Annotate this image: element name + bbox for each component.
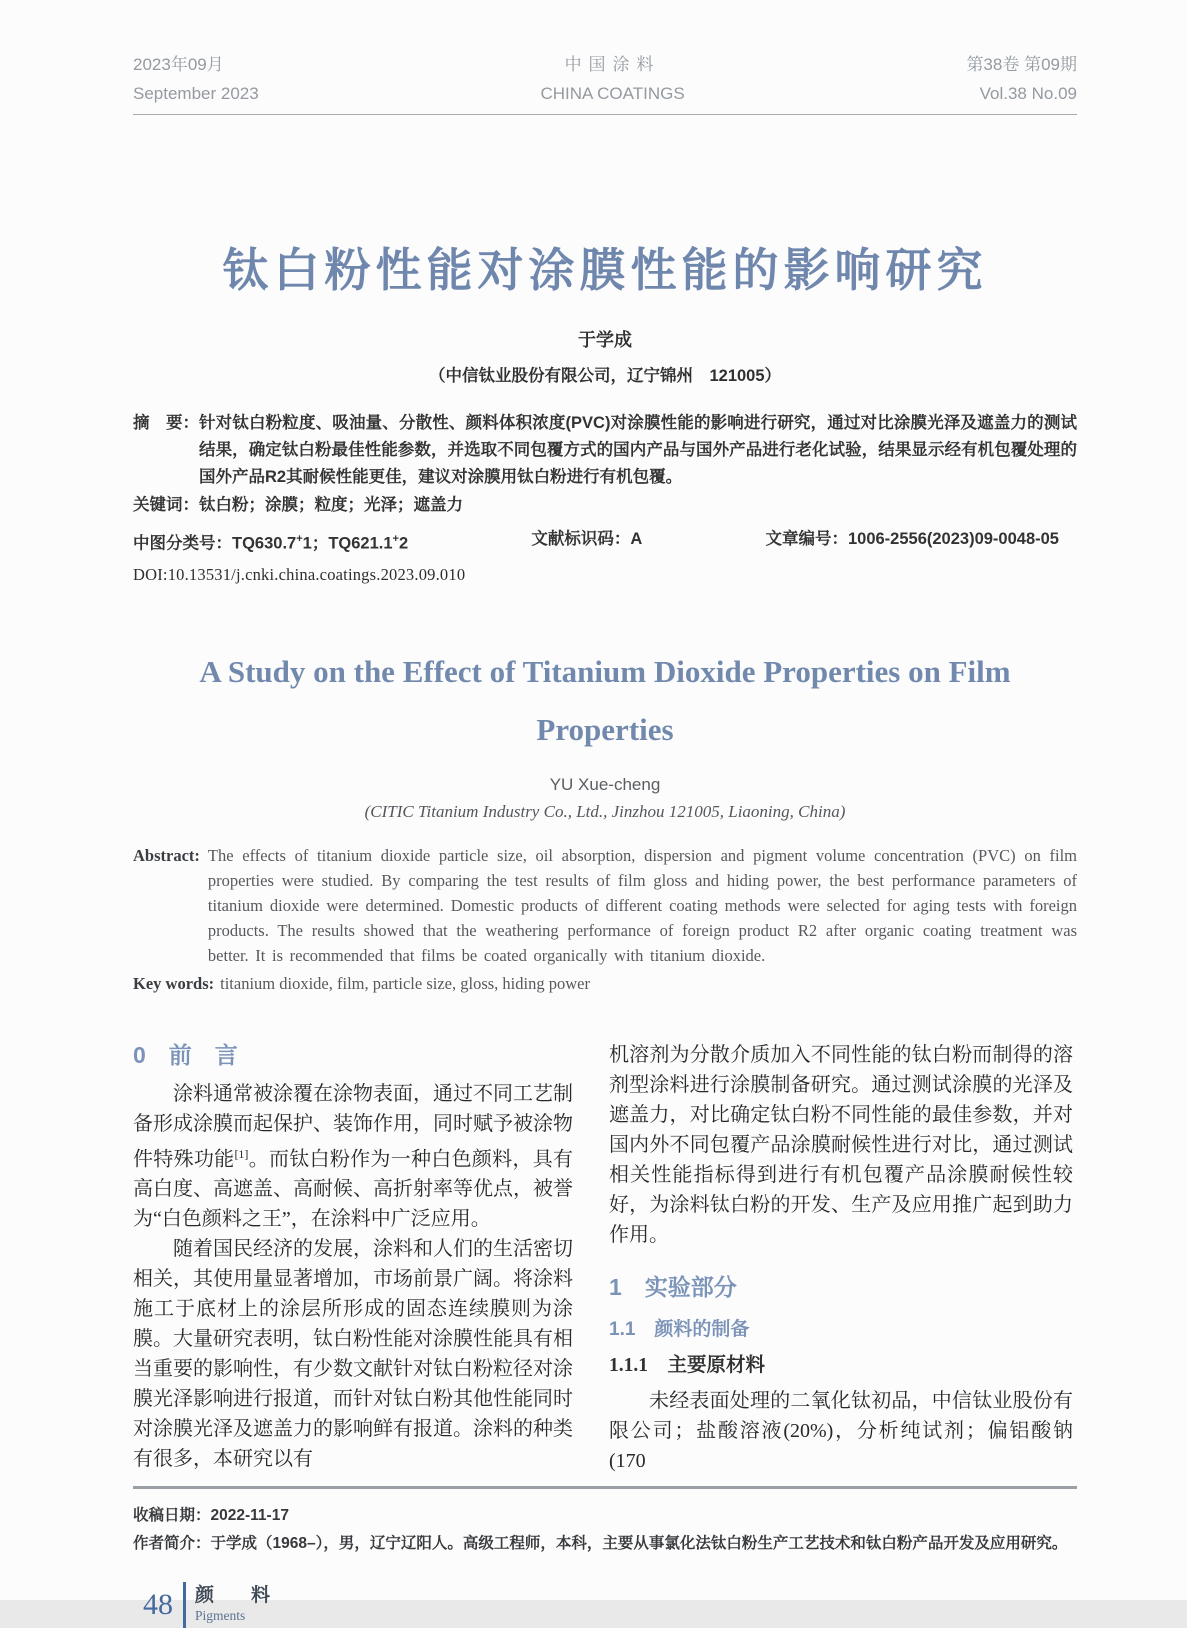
author-en: YU Xue-cheng: [549, 774, 661, 794]
article-title-en: A Study on the Effect of Titanium Dioxide Properties on Film Properties: [199, 653, 1011, 747]
category-en: Pigments: [195, 1607, 246, 1623]
paragraph-intro-1-b: 。而钛白粉作为一种白色颜料，具有高白度、高遮盖、高耐候、高折射率等优点，被誉为“白色颜料之王”，在涂料中广泛应用。: [133, 1148, 574, 1231]
affiliation-cn: （中信钛业股份有限公司，辽宁锦州 121005）: [428, 367, 782, 386]
clc-sup-1: +: [296, 533, 303, 546]
keywords-cn-text: 钛白粉；涂膜；粒度；光泽；遮盖力: [199, 496, 463, 515]
page-footer: [143, 1582, 1077, 1628]
header-date: [133, 50, 259, 108]
paragraph-intro-3: 机溶剂为分散介质加入不同性能的钛白粉而制得的溶剂型涂料进行涂膜制备研究。通过测试涂膜的光泽及遮盖力，对比确定钛白粉不同性能的最佳参数，并对国内外不同包覆产品涂膜耐候性进行对比，通过测试相关性能指标得到进行有机包覆产品涂膜耐候性较好，为涂料钛白粉的开发、生产及应用推广起到助力作用。: [609, 1043, 1073, 1246]
doc-code-label: 文献标识码：: [531, 530, 631, 549]
body-columns: [133, 1040, 1077, 1476]
keywords-cn: [133, 492, 1077, 519]
classification-row: [133, 526, 1077, 557]
section-heading-intro: 0 前 言: [133, 1041, 238, 1068]
article-no-value: 1006-2556(2023)09-0048-05: [847, 530, 1059, 549]
clc-sup-2: +: [392, 533, 399, 546]
subsection-main-materials: 1.1.1 主要原材料: [609, 1354, 766, 1376]
author-bio-label: 作者简介：: [133, 1534, 211, 1552]
author-bio: [133, 1532, 1077, 1556]
paragraph-intro-2: 随着国民经济的发展，涂料和人们的生活密切相关，其使用量显著增加，市场前景广阔。将涂料施工于底材上的涂层所形成的固态连续膜则为涂膜。大量研究表明，钛白粉性能对涂膜性能具有相当重要的影响性，有少数文献针对钛白粉粒径对涂膜光泽影响进行报道，而针对钛白粉其他性能同时对涂膜光泽及遮盖力的影响鲜有报道。涂料的种类有很多，本研究以有: [133, 1238, 573, 1471]
header-rule: [133, 114, 1077, 115]
section-heading-experiment: 1 实验部分: [609, 1273, 737, 1300]
keywords-en-label: Key words:: [133, 973, 215, 993]
abstract-en: [133, 843, 1077, 968]
reference-superscript: [1]: [234, 1146, 249, 1161]
category-cn: 颜 料: [195, 1584, 280, 1606]
abstract-cn: [133, 410, 1077, 491]
abstract-en-text: The effects of titanium dioxide particle size, oil absorption, dispersion and pigment volume concentration (PVC) on film properties were studied. By comparing the test results of film gloss and hiding power, the best performance parameters of titanium dioxide were determined. Domestic products of different coating methods were selected for aging tests with foreign products. The results showed that the weathering performance of foreign product R2 after organic coating treatment was better. It is recommended that films be coated organically with titanium dioxide.: [207, 845, 1077, 965]
doi-line: DOI:10.13531/j.cnki.china.coatings.2023.09.010: [133, 564, 466, 584]
paragraph-intro-1-a: 涂料通常被涂覆在涂物表面，通过不同工艺制备形成涂膜而起保护、装饰作用，同时赋予被涂物件特殊功能: [133, 1082, 573, 1171]
journal-header: [133, 0, 1077, 108]
column-left: [133, 1040, 573, 1476]
header-issue-en: Vol.38 No.09: [979, 84, 1077, 103]
article-title-cn: 钛白粉性能对涂膜性能的影响研究: [222, 244, 988, 296]
doc-code: [531, 526, 642, 557]
received-date-label: 收稿日期：: [133, 1506, 211, 1524]
paragraph-materials: 未经表面处理的二氧化钛初品，中信钛业股份有限公司；盐酸溶液(20%)，分析纯试剂；偏铝酸钠(170: [609, 1389, 1073, 1472]
affiliation-en: (CITIC Titanium Industry Co., Ltd., Jinzhou 121005, Liaoning, China): [364, 801, 846, 821]
header-journal: [540, 50, 684, 108]
header-date-en: September 2023: [133, 84, 259, 103]
author-cn: 于学成: [578, 330, 632, 351]
subsection-pigment-preparation: 1.1 颜料的制备: [609, 1318, 750, 1340]
received-date-value: 2022-11-17: [210, 1506, 289, 1524]
keywords-en-text: titanium dioxide, film, particle size, gloss, hiding power: [220, 973, 590, 993]
keywords-en: [133, 971, 1077, 996]
clc-label: 中图分类号：: [133, 534, 232, 553]
article-no-label: 文章编号：: [765, 530, 848, 549]
article-no: [765, 526, 1059, 557]
keywords-cn-label: 关键词：: [133, 496, 199, 515]
header-date-cn: 2023年09月: [133, 55, 224, 74]
clc-number: [133, 526, 408, 557]
received-date: [133, 1504, 1077, 1528]
footnote-block: [133, 1486, 1077, 1556]
clc-code-a: TQ630.7: [232, 534, 297, 553]
clc-code-b: 1；TQ621.1: [302, 534, 393, 553]
author-bio-text: 于学成（1968–），男，辽宁辽阳人。高级工程师，本科，主要从事氯化法钛白粉生产工艺技术和钛白粉产品开发及应用研究。: [210, 1534, 1068, 1552]
category-block: [195, 1585, 279, 1625]
header-issue: [966, 50, 1077, 108]
doc-code-value: A: [630, 530, 643, 549]
footer-divider-bar: [183, 1582, 186, 1628]
abstract-cn-text: 针对钛白粉粒度、吸油量、分散性、颜料体积浓度(PVC)对涂膜性能的影响进行研究，通过对比涂膜光泽及遮盖力的测试结果，确定钛白粉最佳性能参数，并选取不同包覆方式的国内产品与国外产品进行老化试验，结果显示经有机包覆处理的国外产品R2其耐候性能更佳，建议对涂膜用钛白粉进行有机包覆。: [199, 414, 1077, 487]
paragraph-intro-1: [133, 1079, 573, 1235]
abstract-cn-label: 摘 要：: [133, 414, 199, 433]
header-journal-en: CHINA COATINGS: [540, 84, 685, 103]
header-issue-cn: 第38卷 第09期: [966, 55, 1077, 74]
column-right: [609, 1040, 1073, 1476]
page-number: 48: [143, 1587, 173, 1621]
clc-code-c: 2: [398, 534, 409, 553]
header-journal-cn: 中国涂料: [564, 55, 661, 74]
abstract-en-label: Abstract:: [133, 845, 200, 865]
